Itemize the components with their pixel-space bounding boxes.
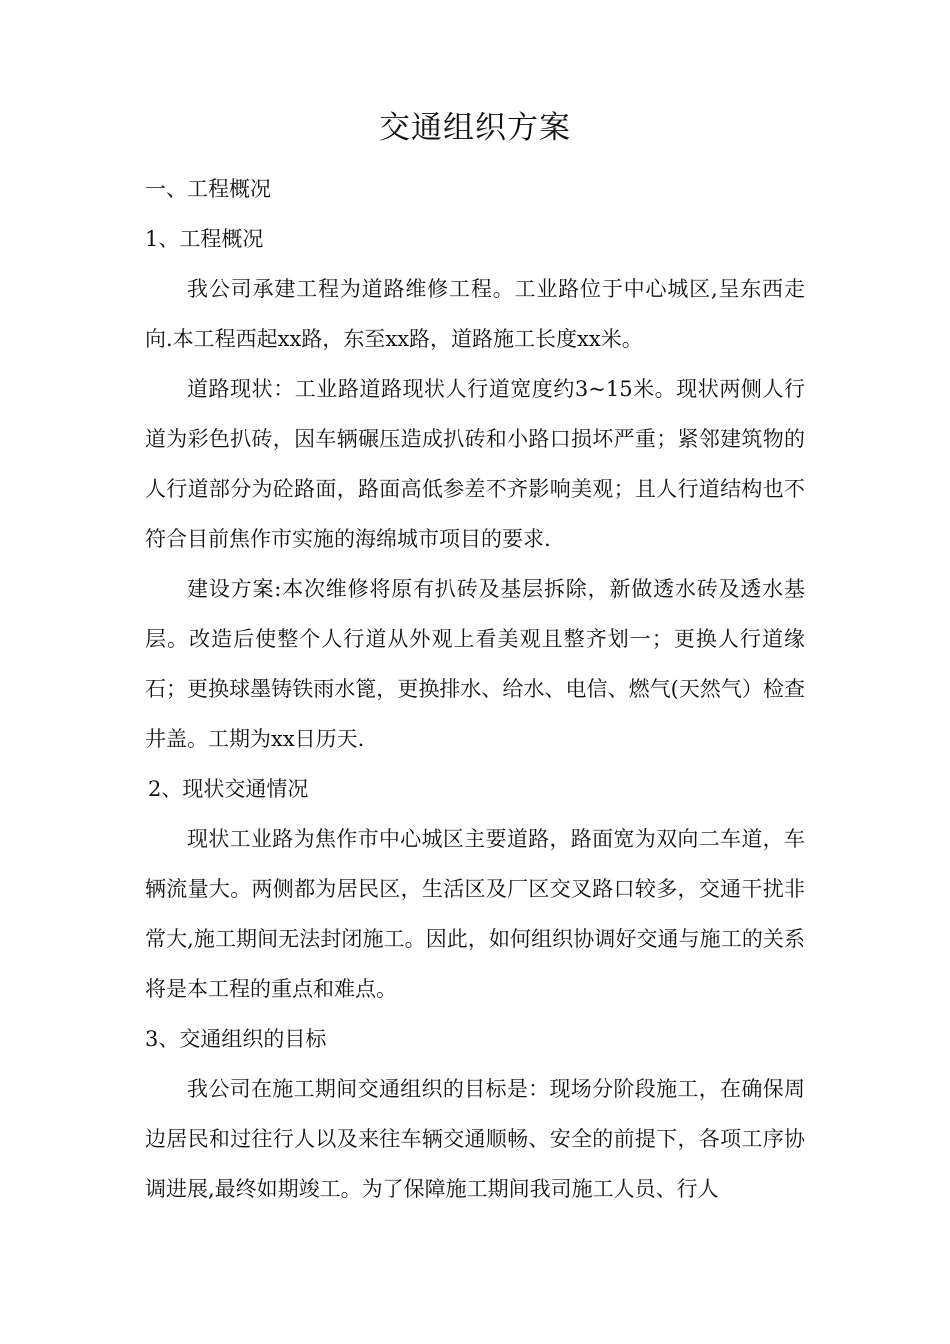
subsection-heading-traffic-goal: 3、交通组织的目标 [145, 1027, 327, 1051]
paragraph-road-status: 道路现状：工业路道路现状人行道宽度约3~15米。现状两侧人行道为彩色扒砖，因车辆碾压造成扒砖和小路口损坏严重；紧邻建筑物的人行道部分为砼路面，路面高低参差不齐影响美观；且人行道结构也不符合目前焦作市实施的海绵城市项目的要求. [145, 377, 805, 551]
subsection-heading-overview: 1、工程概况 [145, 227, 264, 251]
paragraph-project-intro: 我公司承建工程为道路维修工程。工业路位于中心城区,呈东西走向.本工程西起xx路，东至xx路，道路施工长度xx米。 [145, 277, 805, 351]
section-heading-overview: 一、工程概况 [145, 177, 271, 201]
paragraph-construction-plan: 建设方案:本次维修将原有扒砖及基层拆除，新做透水砖及透水基层。改造后使整个人行道从外观上看美观且整齐划一；更换人行道缘石；更换球墨铸铁雨水篦，更换排水、给水、电信、燃气(天然气）检查井盖。工期为xx日历天. [145, 577, 805, 751]
document-title: 交通组织方案 [379, 110, 571, 146]
subsection-heading-traffic-status: 2、现状交通情况 [148, 777, 309, 801]
paragraph-traffic-goal: 我公司在施工期间交通组织的目标是：现场分阶段施工，在确保周边居民和过往行人以及来往车辆交通顺畅、安全的前提下，各项工序协调进展,最终如期竣工。为了保障施工期间我司施工人员、行人 [145, 1077, 805, 1201]
paragraph-traffic-status: 现状工业路为焦作市中心城区主要道路，路面宽为双向二车道，车辆流量大。两侧都为居民区，生活区及厂区交叉路口较多，交通干扰非常大,施工期间无法封闭施工。因此，如何组织协调好交通与施工的关系将是本工程的重点和难点。 [145, 827, 805, 1001]
document-body [145, 164, 805, 1214]
